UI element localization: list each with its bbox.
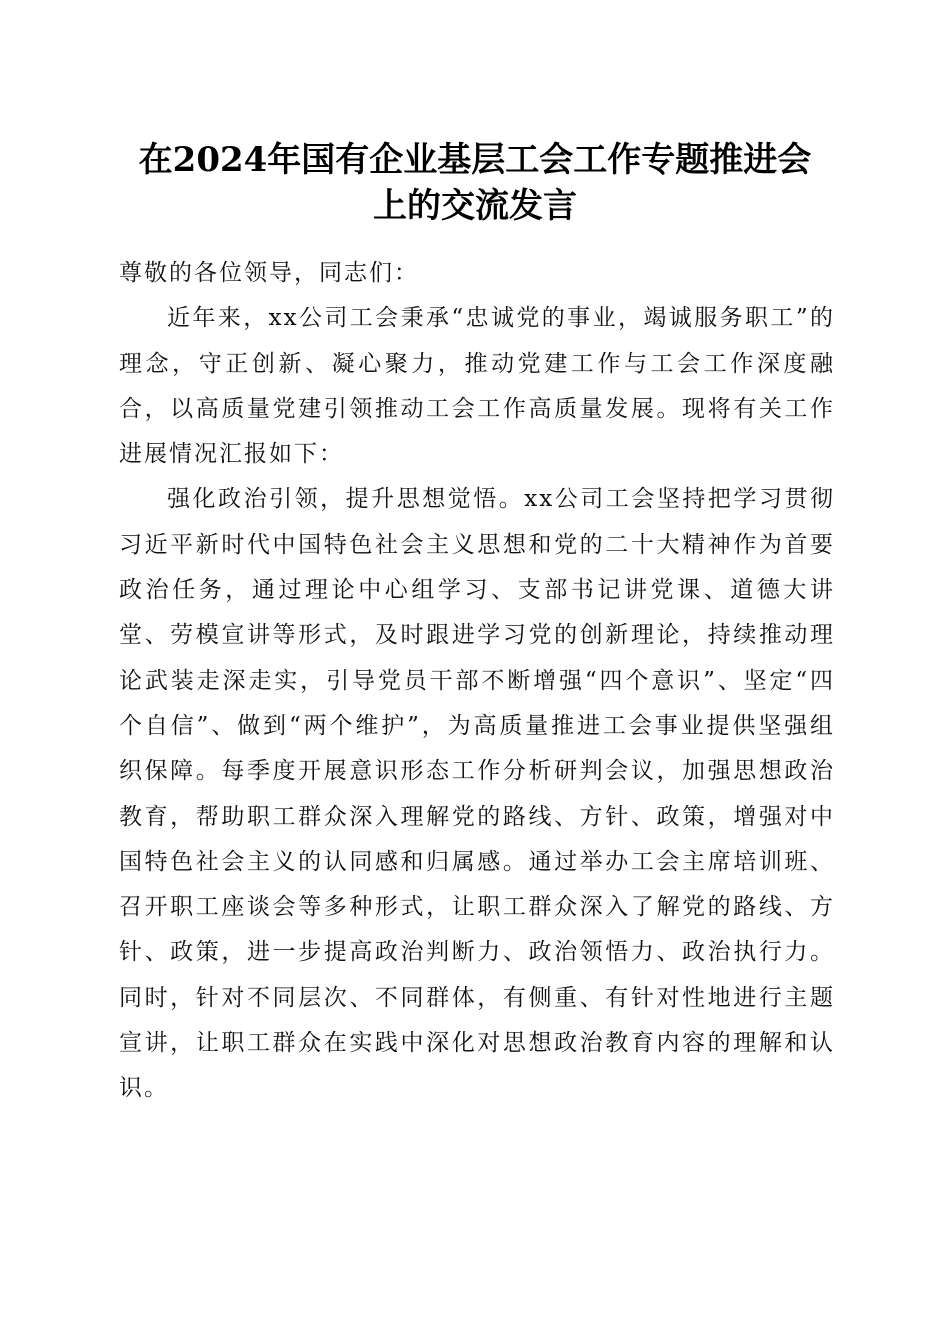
title-line-2: 上的交流发言 — [373, 186, 577, 226]
paragraph-intro: 近年来，xx公司工会秉承“忠诚党的事业，竭诚服务职工”的理念，守正创新、凝心聚力，推动党建工作与工会工作深度融合，以高质量党建引领推动工会工作高质量发展。现将有关工作进展情况汇报如下： — [119, 305, 835, 468]
document-body — [119, 251, 835, 1112]
salutation: 尊敬的各位领导，同志们： — [119, 260, 419, 286]
document-title — [100, 137, 850, 229]
title-line-1: 在2024年国有企业基层工会工作专题推进会 — [138, 140, 812, 180]
paragraph-political-guidance: 强化政治引领，提升思想觉悟。xx公司工会坚持把学习贯彻习近平新时代中国特色社会主义思想和党的二十大精神作为首要政治任务，通过理论中心组学习、支部书记讲党课、道德大讲堂、劳模宣讲等形式，及时跟进学习党的创新理论，持续推动理论武装走深走实，引导党员干部不断增强“四个意识”、坚定“四个自信”、做到“两个维护”，为高质量推进工会事业提供坚强组织保障。每季度开展意识形态工作分析研判会议，加强思想政治教育，帮助职工群众深入理解党的路线、方针、政策，增强对中国特色社会主义的认同感和归属感。通过举办工会主席培训班、召开职工座谈会等多种形式，让职工群众深入了解党的路线、方针、政策，进一步提高政治判断力、政治领悟力、政治执行力。同时，针对不同层次、不同群体，有侧重、有针对性地进行主题宣讲，让职工群众在实践中深化对思想政治教育内容的理解和认识。 — [119, 486, 835, 1102]
